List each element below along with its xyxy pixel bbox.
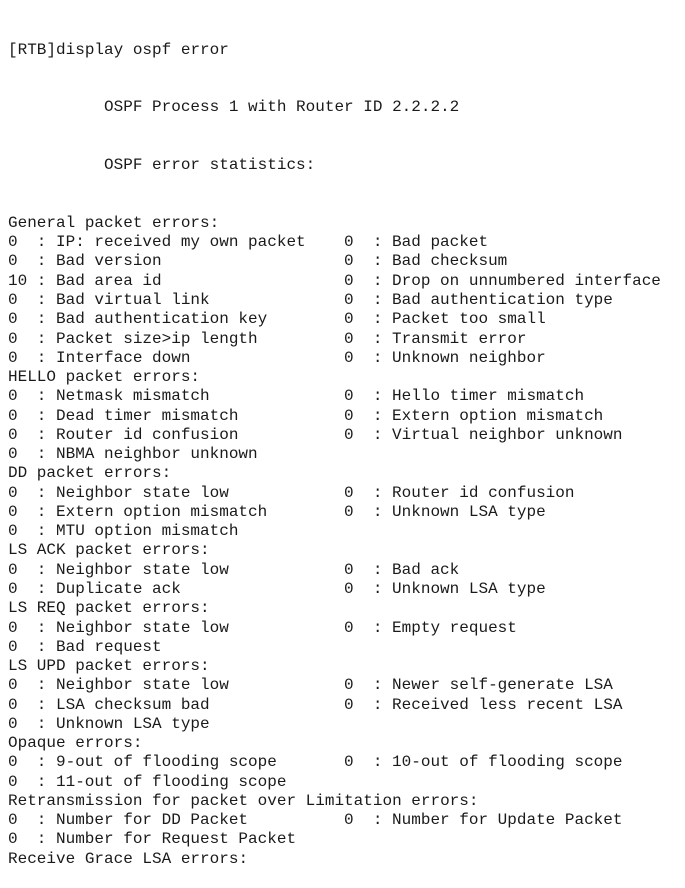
error-cell — [8, 561, 344, 580]
section-title: LS ACK packet errors: — [8, 541, 210, 560]
error-cell — [344, 407, 685, 426]
error-label: : Received less recent LSA — [372, 695, 623, 714]
error-label: : Netmask mismatch — [36, 387, 210, 406]
ospf-header-line: OSPF Process 1 with Router ID 2.2.2.2 — [104, 98, 460, 117]
error-cell — [8, 715, 344, 734]
error-label: : Packet size>ip length — [36, 329, 258, 348]
error-count: 0 — [344, 290, 354, 309]
error-label: : Neighbor state low — [36, 560, 229, 579]
error-count: 0 — [8, 522, 18, 541]
error-count: 0 — [344, 252, 354, 271]
error-label: : Bad virtual link — [36, 290, 210, 309]
error-row — [8, 426, 685, 445]
error-sections — [8, 214, 685, 869]
prompt-label: [RTB] — [8, 40, 57, 59]
error-count: 0 — [8, 329, 18, 348]
error-label: : Virtual neighbor unknown — [372, 425, 623, 444]
error-label: : Unknown LSA type — [372, 579, 546, 598]
error-count: 0 — [344, 310, 354, 329]
error-label: : Bad area id — [36, 271, 162, 290]
error-cell — [8, 830, 344, 849]
error-row — [8, 676, 685, 695]
error-count: 0 — [8, 579, 18, 598]
error-count: 0 — [344, 502, 354, 521]
error-label: : Unknown LSA type — [36, 714, 210, 733]
error-row — [8, 561, 685, 580]
error-row — [8, 272, 685, 291]
error-label: : Bad checksum — [372, 252, 508, 271]
error-count: 0 — [8, 387, 18, 406]
error-cell — [8, 426, 344, 445]
section-title: HELLO packet errors: — [8, 368, 201, 387]
error-cell — [344, 330, 685, 349]
error-label: : Bad version — [36, 252, 162, 271]
error-count: 0 — [8, 483, 18, 502]
error-cell — [344, 291, 685, 310]
error-count: 0 — [8, 233, 18, 252]
error-label: : Bad authentication key — [36, 310, 268, 329]
error-cell — [8, 638, 344, 657]
error-label: : LSA checksum bad — [36, 695, 210, 714]
error-cell — [8, 753, 344, 772]
error-count: 0 — [8, 290, 18, 309]
error-label: : Router id confusion — [36, 425, 239, 444]
error-cell — [344, 387, 685, 406]
error-cell — [344, 696, 685, 715]
error-count: 0 — [344, 233, 354, 252]
error-row — [8, 291, 685, 310]
error-label: : Number for Request Packet — [36, 830, 297, 849]
error-count: 0 — [344, 425, 354, 444]
error-cell — [344, 811, 685, 830]
error-label: : Unknown neighbor — [372, 348, 546, 367]
command-text: display ospf error — [56, 40, 229, 59]
error-cell — [8, 252, 344, 271]
error-label: : Hello timer mismatch — [372, 387, 585, 406]
error-label: : Extern option mismatch — [372, 406, 604, 425]
error-row — [8, 310, 685, 329]
error-count: 0 — [344, 695, 354, 714]
error-label: : Packet too small — [372, 310, 546, 329]
error-cell — [8, 349, 344, 368]
error-label: : Neighbor state low — [36, 676, 229, 695]
error-cell — [344, 349, 685, 368]
error-count: 0 — [8, 637, 18, 656]
error-cell — [8, 310, 344, 329]
error-count: 0 — [344, 406, 354, 425]
command-line — [8, 41, 685, 60]
error-label: : Interface down — [36, 348, 191, 367]
section-title: Opaque errors: — [8, 734, 143, 753]
error-cell — [8, 676, 344, 695]
error-count: 0 — [8, 348, 18, 367]
error-cell — [8, 811, 344, 830]
error-row — [8, 252, 685, 271]
error-row — [8, 503, 685, 522]
error-label: : NBMA neighbor unknown — [36, 445, 258, 464]
section-title: DD packet errors: — [8, 464, 172, 483]
error-label: : Drop on unnumbered interface — [372, 271, 661, 290]
error-label: : Empty request — [372, 618, 517, 637]
error-count: 0 — [344, 676, 354, 695]
error-count: 0 — [344, 811, 354, 830]
error-row — [8, 522, 685, 541]
error-count: 0 — [8, 252, 18, 271]
error-label: : Transmit error — [372, 329, 527, 348]
error-row — [8, 696, 685, 715]
error-cell — [8, 291, 344, 310]
section-title: General packet errors: — [8, 213, 220, 232]
error-count: 0 — [8, 830, 18, 849]
error-count: 0 — [344, 271, 354, 290]
error-cell — [344, 753, 685, 772]
error-label: : Number for Update Packet — [372, 811, 623, 830]
section-title: LS REQ packet errors: — [8, 599, 210, 618]
error-cell — [344, 484, 685, 503]
error-count: 0 — [8, 676, 18, 695]
error-count: 0 — [344, 483, 354, 502]
error-count: 0 — [344, 579, 354, 598]
error-label: : MTU option mismatch — [36, 522, 239, 541]
ospf-header-line: OSPF error statistics: — [104, 156, 316, 175]
error-label: : Newer self-generate LSA — [372, 676, 613, 695]
section-title: Retransmission for packet over Limitation errors: — [8, 791, 479, 810]
error-cell — [8, 580, 344, 599]
error-row — [8, 753, 685, 772]
error-count: 0 — [8, 502, 18, 521]
error-label: : 10-out of flooding scope — [372, 753, 623, 772]
error-cell — [8, 387, 344, 406]
error-count: 0 — [8, 618, 18, 637]
error-row — [8, 445, 685, 464]
error-cell — [8, 696, 344, 715]
error-row — [8, 387, 685, 406]
error-count: 0 — [8, 811, 18, 830]
error-cell — [344, 272, 685, 291]
error-count: 0 — [8, 714, 18, 733]
error-row — [8, 773, 685, 792]
error-cell — [344, 676, 685, 695]
section-title: Receive Grace LSA errors: — [8, 849, 249, 868]
error-count: 0 — [344, 753, 354, 772]
error-cell — [8, 445, 344, 464]
error-count: 0 — [344, 387, 354, 406]
error-cell — [8, 503, 344, 522]
error-row — [8, 407, 685, 426]
error-cell — [344, 561, 685, 580]
error-row — [8, 619, 685, 638]
error-count: 0 — [8, 695, 18, 714]
error-row — [8, 811, 685, 830]
error-count: 10 — [8, 271, 28, 290]
error-cell — [344, 310, 685, 329]
error-cell — [8, 233, 344, 252]
error-cell — [8, 407, 344, 426]
error-row — [8, 349, 685, 368]
error-row — [8, 638, 685, 657]
error-row — [8, 715, 685, 734]
error-label: : Router id confusion — [372, 483, 575, 502]
error-cell — [8, 330, 344, 349]
error-label: : Bad ack — [372, 560, 460, 579]
error-cell — [8, 272, 344, 291]
error-row — [8, 330, 685, 349]
error-cell — [344, 503, 685, 522]
error-label: : Neighbor state low — [36, 618, 229, 637]
error-count: 0 — [344, 560, 354, 579]
error-count: 0 — [8, 560, 18, 579]
error-count: 0 — [8, 425, 18, 444]
error-cell — [8, 619, 344, 638]
error-label: : IP: received my own packet — [36, 233, 306, 252]
error-cell — [344, 426, 685, 445]
error-label: : Dead timer mismatch — [36, 406, 239, 425]
error-label: : Bad authentication type — [372, 290, 613, 309]
error-label: : Unknown LSA type — [372, 502, 546, 521]
error-row — [8, 484, 685, 503]
error-count: 0 — [344, 348, 354, 367]
error-row — [8, 830, 685, 849]
section-title: LS UPD packet errors: — [8, 657, 210, 676]
error-cell — [344, 580, 685, 599]
error-count: 0 — [8, 310, 18, 329]
error-count: 0 — [344, 329, 354, 348]
error-label: : Duplicate ack — [36, 579, 181, 598]
error-count: 0 — [8, 406, 18, 425]
error-label: : 11-out of flooding scope — [36, 772, 287, 791]
error-count: 0 — [344, 618, 354, 637]
error-cell — [344, 252, 685, 271]
error-count: 0 — [8, 772, 18, 791]
error-count: 0 — [8, 753, 18, 772]
error-cell — [8, 522, 344, 541]
error-cell — [344, 233, 685, 252]
error-label: : 9-out of flooding scope — [36, 753, 277, 772]
error-cell — [344, 619, 685, 638]
error-row — [8, 580, 685, 599]
error-label: : Bad packet — [372, 233, 489, 252]
error-label: : Extern option mismatch — [36, 502, 268, 521]
error-cell — [8, 484, 344, 503]
error-label: : Number for DD Packet — [36, 811, 249, 830]
error-label: : Neighbor state low — [36, 483, 229, 502]
error-cell — [8, 773, 344, 792]
error-row — [8, 233, 685, 252]
error-label: : Bad request — [36, 637, 162, 656]
error-count: 0 — [8, 445, 18, 464]
